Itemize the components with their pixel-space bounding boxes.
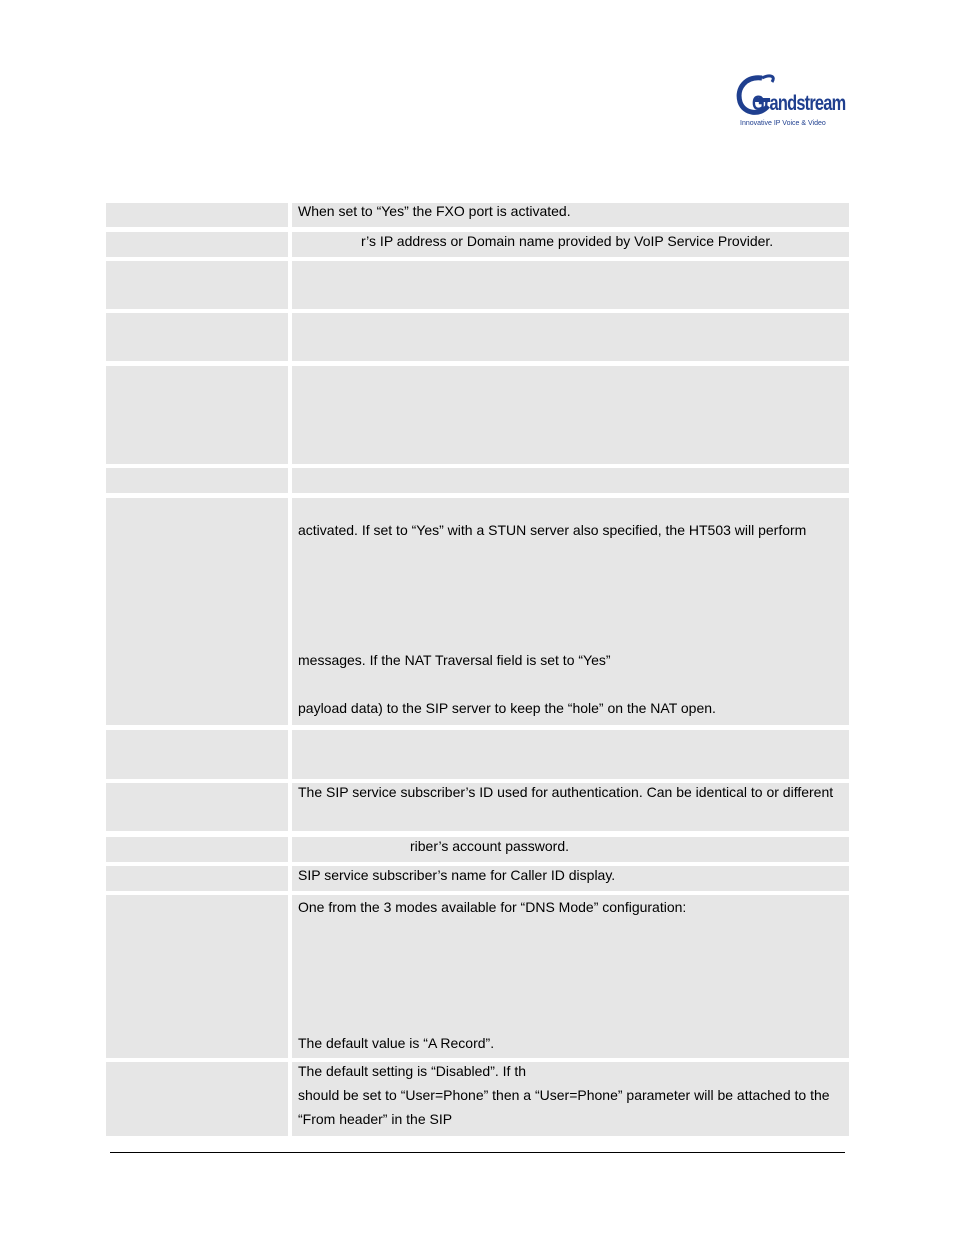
description-text: When set to “Yes” the FXO port is activated. bbox=[298, 203, 571, 219]
label-cell bbox=[106, 866, 288, 891]
description-cell bbox=[292, 261, 849, 309]
description-text: “From header” in the SIP bbox=[298, 1111, 453, 1127]
grandstream-logo bbox=[732, 70, 846, 132]
table-row bbox=[106, 366, 849, 464]
description-text: payload data) to the SIP server to keep the “hole” on the NAT open. bbox=[298, 700, 716, 716]
description-cell bbox=[292, 895, 849, 1058]
description-text: The SIP service subscriber’s ID used for authentication. Can be identical to or different bbox=[298, 784, 834, 800]
table-row bbox=[106, 783, 849, 831]
description-cell bbox=[292, 313, 849, 361]
description-text: activated. If set to “Yes” with a STUN server also specified, the HT503 will perform bbox=[298, 522, 807, 538]
description-text: The default setting is “Disabled”. If th bbox=[298, 1063, 526, 1079]
table-row bbox=[106, 232, 849, 257]
label-cell bbox=[106, 232, 288, 257]
label-cell bbox=[106, 366, 288, 464]
description-cell bbox=[292, 232, 849, 257]
label-cell bbox=[106, 498, 288, 725]
label-cell bbox=[106, 468, 288, 493]
description-text: messages. If the NAT Traversal field is set to “Yes” bbox=[298, 652, 611, 668]
logo-tagline: Innovative IP Voice & Video bbox=[740, 120, 826, 127]
table-row bbox=[106, 203, 849, 227]
description-cell bbox=[292, 783, 849, 831]
table-row bbox=[106, 468, 849, 493]
description-text: One from the 3 modes available for “DNS Mode” configuration: bbox=[298, 899, 687, 915]
label-cell bbox=[106, 730, 288, 779]
table-row bbox=[106, 837, 849, 862]
description-cell bbox=[292, 468, 849, 493]
label-cell bbox=[106, 1062, 288, 1136]
table-row bbox=[106, 313, 849, 361]
table-row bbox=[106, 1062, 849, 1136]
description-text: riber’s account password. bbox=[410, 838, 570, 854]
table-row bbox=[106, 261, 849, 309]
table-row bbox=[106, 498, 849, 725]
description-text: The default value is “A Record”. bbox=[298, 1035, 495, 1051]
label-cell bbox=[106, 783, 288, 831]
description-cell bbox=[292, 1062, 849, 1136]
table-row bbox=[106, 866, 849, 891]
table-row bbox=[106, 895, 849, 1058]
label-cell bbox=[106, 313, 288, 361]
description-text: should be set to “User=Phone” then a “User=Phone” parameter will be attached to the bbox=[298, 1087, 830, 1103]
label-cell bbox=[106, 203, 288, 227]
label-cell bbox=[106, 837, 288, 862]
logo-wordmark: Grandstream bbox=[752, 92, 846, 115]
description-cell bbox=[292, 366, 849, 464]
description-cell bbox=[292, 730, 849, 779]
label-cell bbox=[106, 895, 288, 1058]
footer-divider bbox=[110, 1152, 845, 1153]
description-text: SIP service subscriber’s name for Caller ID display. bbox=[298, 867, 616, 883]
label-cell bbox=[106, 261, 288, 309]
description-cell bbox=[292, 498, 849, 725]
description-cell bbox=[292, 837, 849, 862]
description-cell bbox=[292, 866, 849, 891]
table-row bbox=[106, 730, 849, 779]
description-cell bbox=[292, 203, 849, 227]
description-text: r’s IP address or Domain name provided by VoIP Service Provider. bbox=[361, 233, 774, 249]
